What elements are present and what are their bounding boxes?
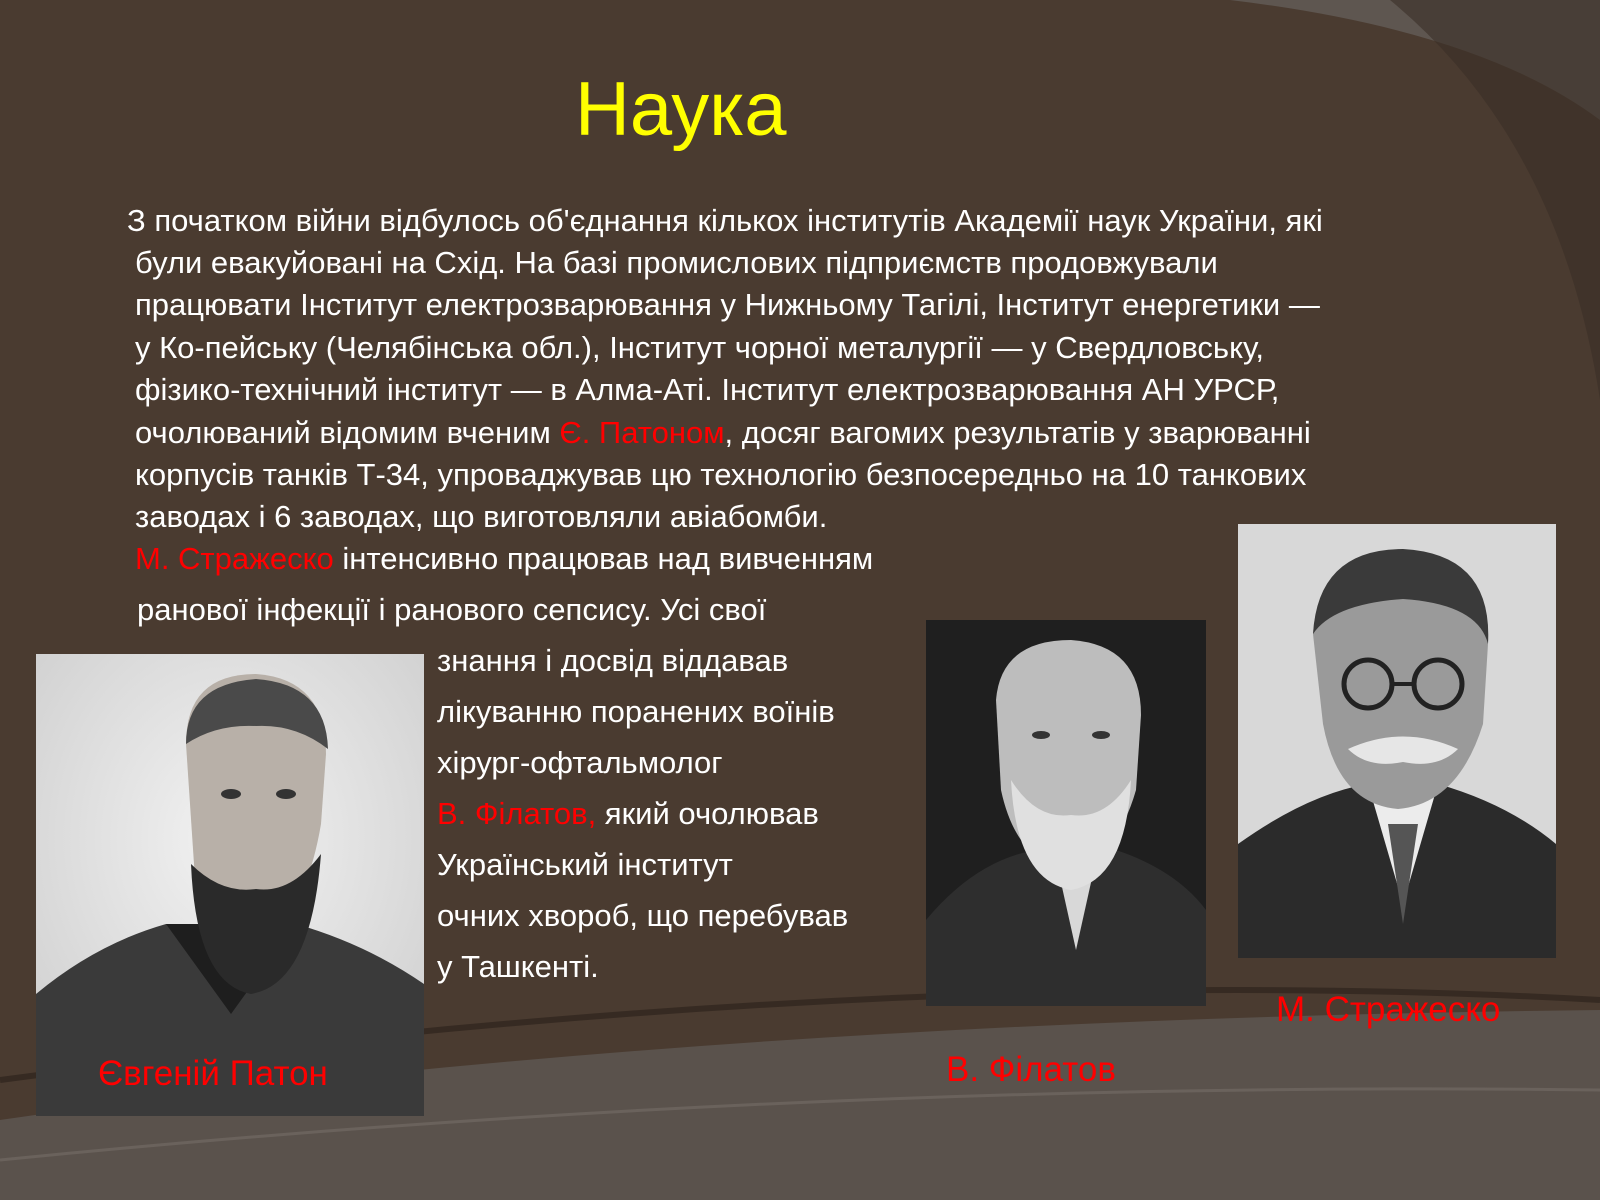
column-line-7: у Ташкенті. [437,949,599,984]
line6-text: очолюваний відомим вченим [135,415,560,450]
caption-paton: Євгеній Патон [98,1054,328,1093]
strazhesko-highlight: М. Стражеско [135,541,334,576]
line6-text-after: , досяг вагомих результатів у зварюванні [724,415,1311,450]
column-line-2: лікуванню поранених воїнів [437,694,835,729]
slide-title: Наука [575,67,787,152]
column-line-5: Український інститут [437,847,733,882]
paragraph-line-9 [135,538,873,581]
caption-filatov: В. Філатов [946,1050,1116,1089]
caption-strazhesko: М. Стражеско [1276,990,1501,1029]
paragraph-line-2: були евакуйовані на Схід. На базі промислових підприємств продовжували [135,245,1218,280]
paton-highlight: Є. Патоном [559,415,725,450]
strazhesko-portrait [1238,524,1556,958]
filatov-highlight: В. Філатов, [437,796,597,831]
column-line-1: знання і досвід віддавав [437,643,789,678]
column-line-6: очних хвороб, що перебував [437,898,849,933]
paragraph-line-7: корпусів танків Т-34, упроваджував цю технологію безпосередньо на 10 танкових [135,457,1307,492]
filatov-line-text: який очолював [596,796,819,831]
paragraph-line-4: у Ко-пейську (Челябінська обл.), Інститут чорної металургії — у Свердловську, [135,330,1264,365]
filatov-portrait [926,620,1206,1006]
paton-portrait [36,654,424,1116]
column-line-4 [437,793,819,836]
paragraph-line-3: працювати Інститут електрозварювання у Нижньому Тагілі, Інститут енергетики — [135,287,1320,322]
line9-text: інтенсивно працював над вивченням [333,541,874,576]
paragraph-line-10: ранової інфекції і ранового сепсису. Усі свої [137,592,767,627]
paragraph-line-8: заводах і 6 заводах, що виготовляли авіабомби. [135,499,828,534]
paragraph-line-5: фізико-технічний інститут — в Алма-Аті. Інститут електрозварювання АН УРСР, [135,372,1280,407]
paragraph-line-1: З початком війни відбулось об'єднання кількох інститутів Академії наук України, які [127,203,1323,238]
paragraph-line-6 [135,412,1311,455]
column-line-3: хірург-офтальмолог [437,745,723,780]
